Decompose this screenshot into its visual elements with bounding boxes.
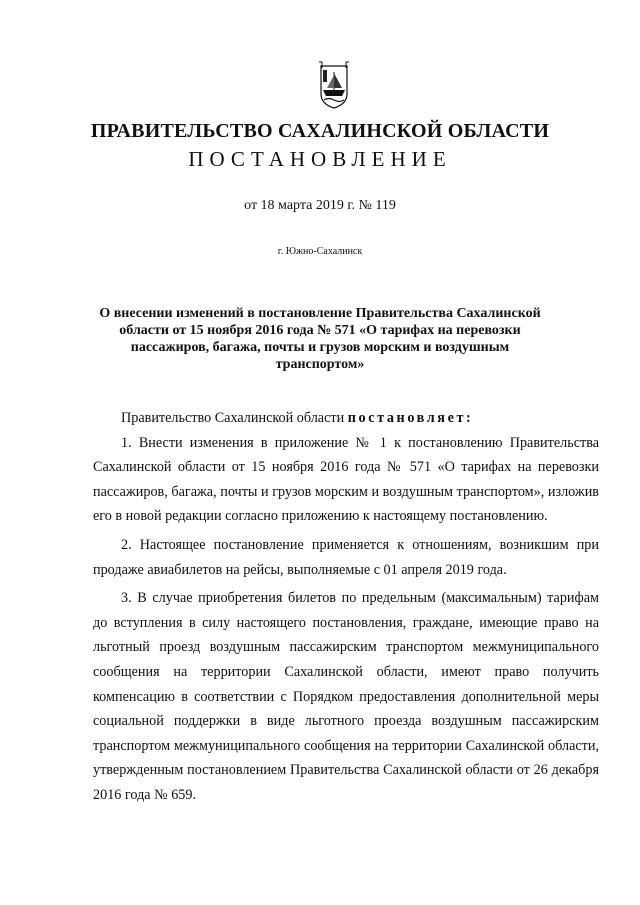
paragraph-1: 1. Внести изменения в приложение № 1 к постановлению Правительства Сахалинской области от 15 ноября 2016 года № 571 «О тарифах на перевозки пассажиров, багажа, почты и грузов морским и воздушным транспортом», изложив его в новой редакции согласно приложению к настоящему постановлению. [93, 434, 599, 525]
subject-line: области от 15 ноября 2016 года № 571 «О тарифах на перевозки [119, 323, 521, 338]
decree-word: постановляет: [347, 410, 474, 426]
subject-line: транспортом» [275, 357, 365, 372]
paragraph-3: 3. В случае приобретения билетов по предельным (максимальным) тарифам до вступления в силу настоящего постановления, граждане, имеющие право на льготный проезд воздушным пассажирским транспортом межмуниципального сообщения на территории Сахалинской области, имеют право получить компенсацию в соответствии с Порядком предоставления дополнительной меры социальной поддержки в виде льготного проезда воздушным пассажирским транспортом межмуниципального сообщения на территории Сахалинской области, утвержденным постановлением Правительства Сахалинской области от 26 декабря 2016 года № 659. [93, 590, 599, 803]
subject-line: О внесении изменений в постановление Правительства Сахалинской [99, 306, 541, 321]
city-line: г. Южно-Сахалинск [277, 246, 363, 257]
coat-of-arms-icon [317, 60, 351, 110]
subject-line: пассажиров, багажа, почты и грузов морским и воздушным [130, 340, 510, 355]
document-body [93, 406, 599, 808]
document-date-number: от 18 марта 2019 г. № 119 [244, 198, 396, 213]
document-type: ПОСТАНОВЛЕНИЕ [188, 147, 452, 171]
document-subject [95, 305, 545, 373]
government-title: ПРАВИТЕЛЬСТВО САХАЛИНСКОЙ ОБЛАСТИ [90, 120, 550, 142]
preamble [93, 406, 599, 431]
paragraph-2: 2. Настоящее постановление применяется к отношениям, возникшим при продаже авиабилетов на рейсы, выполняемые с 01 апреля 2019 года. [93, 536, 599, 578]
preamble-text: Правительство Сахалинской области [121, 410, 345, 426]
